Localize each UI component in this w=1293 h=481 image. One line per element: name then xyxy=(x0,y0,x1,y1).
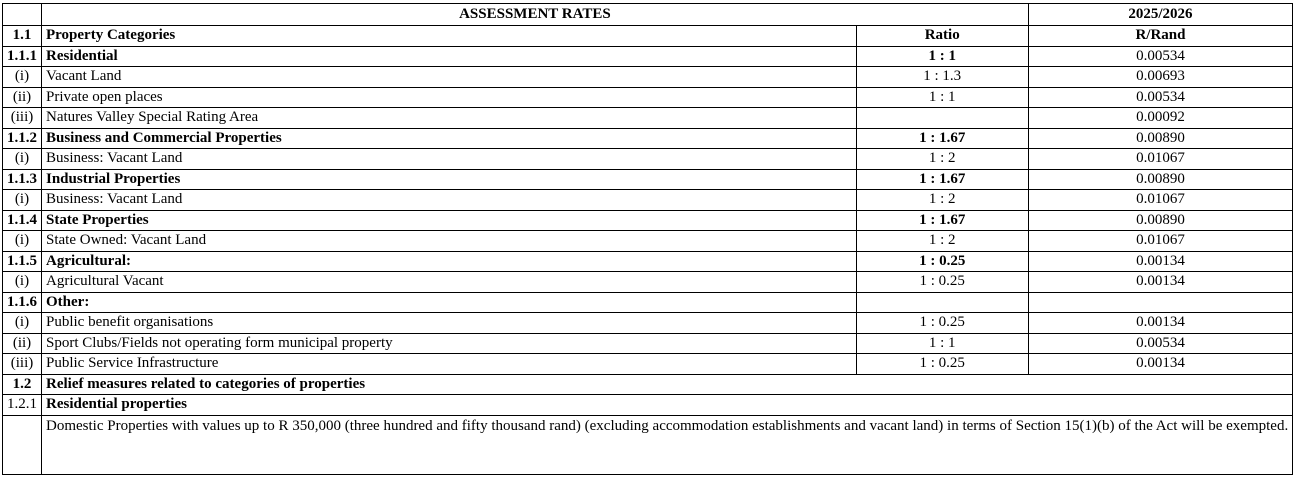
row-number: (i) xyxy=(3,313,42,334)
row-category: Other: xyxy=(42,292,857,313)
row-rate: 0.01067 xyxy=(1028,149,1292,170)
table-row xyxy=(3,190,1293,211)
row-ratio xyxy=(856,108,1028,129)
assessment-rates-table xyxy=(2,3,1293,475)
row-number: 1.1.5 xyxy=(3,251,42,272)
row-number: 1.1.6 xyxy=(3,292,42,313)
row-category: Agricultural: xyxy=(42,251,857,272)
row-number: (i) xyxy=(3,149,42,170)
relief-section-title: Relief measures related to categories of properties xyxy=(42,374,1293,395)
row-number: (i) xyxy=(3,231,42,252)
table-row xyxy=(3,149,1293,170)
property-categories-header: Property Categories xyxy=(42,26,857,47)
table-row xyxy=(3,128,1293,149)
row-number: (ii) xyxy=(3,87,42,108)
row-ratio: 1 : 1 xyxy=(856,46,1028,67)
row-number: (iii) xyxy=(3,108,42,129)
row-number: 1.1.2 xyxy=(3,128,42,149)
row-rate: 0.00134 xyxy=(1028,272,1292,293)
row-ratio: 1 : 0.25 xyxy=(856,313,1028,334)
table-row xyxy=(3,354,1293,375)
table-row xyxy=(3,313,1293,334)
row-rate: 0.00890 xyxy=(1028,210,1292,231)
row-ratio: 1 : 1.67 xyxy=(856,169,1028,190)
relief-note-row xyxy=(3,415,1293,474)
row-number: 1.1.1 xyxy=(3,46,42,67)
row-category: Public Service Infrastructure xyxy=(42,354,857,375)
row-category: Vacant Land xyxy=(42,67,857,88)
table-row xyxy=(3,251,1293,272)
row-ratio: 1 : 0.25 xyxy=(856,354,1028,375)
row-ratio: 1 : 1 xyxy=(856,333,1028,354)
row-ratio: 1 : 0.25 xyxy=(856,272,1028,293)
table-title-row xyxy=(3,4,1293,26)
relief-section-row xyxy=(3,374,1293,395)
row-category: Private open places xyxy=(42,87,857,108)
ratio-header: Ratio xyxy=(856,26,1028,47)
row-number: 1.1.4 xyxy=(3,210,42,231)
row-rate: 0.00134 xyxy=(1028,354,1292,375)
row-rate: 0.01067 xyxy=(1028,190,1292,211)
rate-header: R/Rand xyxy=(1028,26,1292,47)
row-category: Business and Commercial Properties xyxy=(42,128,857,149)
row-rate: 0.00890 xyxy=(1028,169,1292,190)
row-rate: 0.00134 xyxy=(1028,313,1292,334)
row-number: (iii) xyxy=(3,354,42,375)
row-category: Natures Valley Special Rating Area xyxy=(42,108,857,129)
table-title: ASSESSMENT RATES xyxy=(42,4,1029,26)
table-row xyxy=(3,67,1293,88)
row-category: State Owned: Vacant Land xyxy=(42,231,857,252)
column-header-row xyxy=(3,26,1293,47)
row-category: Business: Vacant Land xyxy=(42,149,857,170)
relief-subsection-row xyxy=(3,395,1293,416)
relief-note-text: Domestic Properties with values up to R 350,000 (three hundred and fifty thousand rand) (excluding accommodation establishments and vacant land) in terms of Section 15(1)(b) of the Act will be exempted. xyxy=(42,415,1293,474)
row-number: (i) xyxy=(3,67,42,88)
relief-subsection-title: Residential properties xyxy=(42,395,1293,416)
section-number: 1.1 xyxy=(3,26,42,47)
year-header: 2025/2026 xyxy=(1028,4,1292,26)
row-ratio: 1 : 1.3 xyxy=(856,67,1028,88)
row-rate: 0.00890 xyxy=(1028,128,1292,149)
relief-section-number: 1.2 xyxy=(3,374,42,395)
row-ratio: 1 : 1 xyxy=(856,87,1028,108)
row-ratio: 1 : 0.25 xyxy=(856,251,1028,272)
row-category: Industrial Properties xyxy=(42,169,857,190)
row-rate xyxy=(1028,292,1292,313)
table-row xyxy=(3,108,1293,129)
table-row xyxy=(3,333,1293,354)
table-row xyxy=(3,272,1293,293)
row-ratio: 1 : 1.67 xyxy=(856,210,1028,231)
row-category: Residential xyxy=(42,46,857,67)
row-number: (i) xyxy=(3,272,42,293)
table-row xyxy=(3,169,1293,190)
row-ratio: 1 : 2 xyxy=(856,190,1028,211)
table-row xyxy=(3,292,1293,313)
row-number: (i) xyxy=(3,190,42,211)
row-rate: 0.01067 xyxy=(1028,231,1292,252)
row-ratio: 1 : 2 xyxy=(856,231,1028,252)
row-rate: 0.00534 xyxy=(1028,46,1292,67)
row-category: Agricultural Vacant xyxy=(42,272,857,293)
table-row xyxy=(3,210,1293,231)
row-rate: 0.00092 xyxy=(1028,108,1292,129)
row-rate: 0.00134 xyxy=(1028,251,1292,272)
table-row xyxy=(3,231,1293,252)
row-rate: 0.00693 xyxy=(1028,67,1292,88)
relief-subsection-number: 1.2.1 xyxy=(3,395,42,416)
row-ratio: 1 : 1.67 xyxy=(856,128,1028,149)
row-ratio xyxy=(856,292,1028,313)
table-row xyxy=(3,87,1293,108)
row-category: Public benefit organisations xyxy=(42,313,857,334)
table-row xyxy=(3,46,1293,67)
row-category: State Properties xyxy=(42,210,857,231)
row-rate: 0.00534 xyxy=(1028,87,1292,108)
row-category: Business: Vacant Land xyxy=(42,190,857,211)
row-category: Sport Clubs/Fields not operating form municipal property xyxy=(42,333,857,354)
row-ratio: 1 : 2 xyxy=(856,149,1028,170)
row-number: 1.1.3 xyxy=(3,169,42,190)
row-rate: 0.00534 xyxy=(1028,333,1292,354)
row-number: (ii) xyxy=(3,333,42,354)
